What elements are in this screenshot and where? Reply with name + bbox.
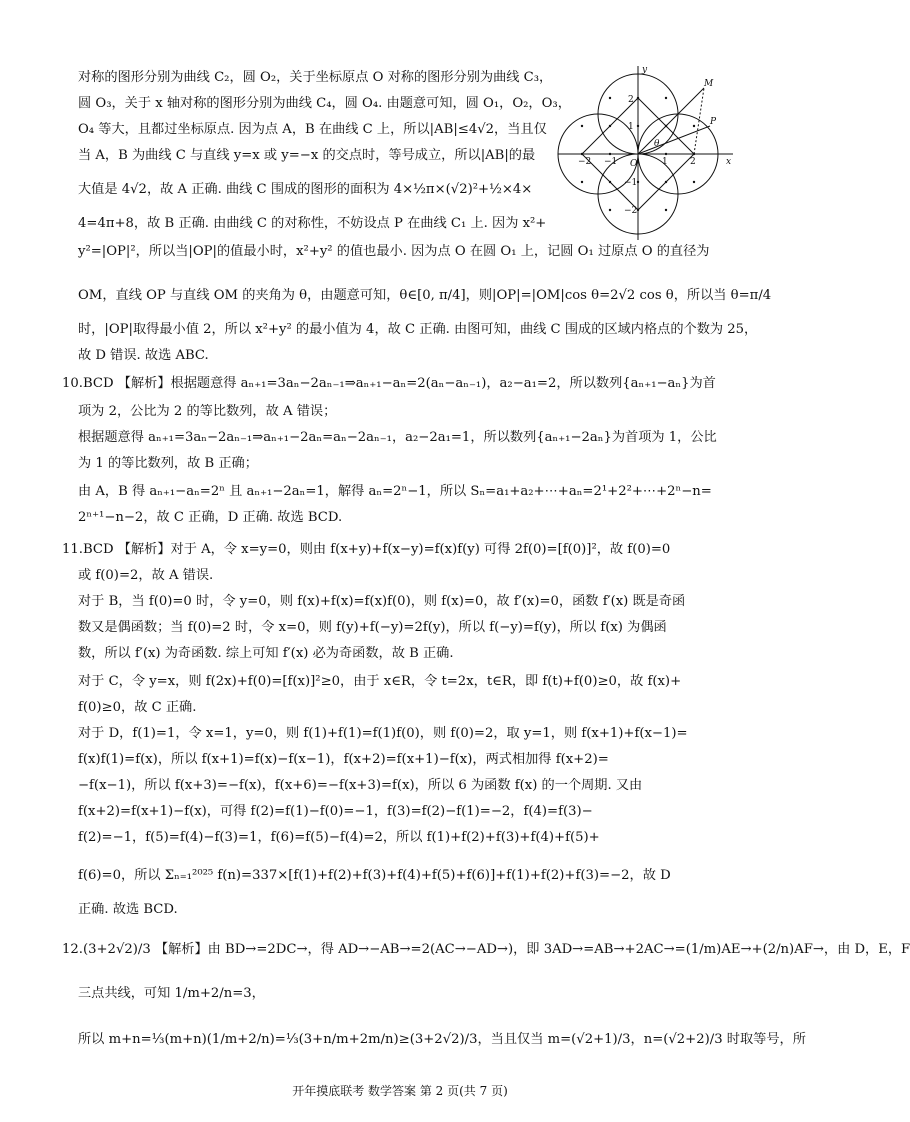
axis-x-label: x	[726, 157, 732, 167]
tick-x: −2	[578, 157, 592, 167]
text-line: 故 D 错误. 故选 ABC.	[78, 348, 209, 363]
q11-line: 数，所以 f′(x) 为奇函数. 综上可知 f′(x) 必为奇函数，故 B 正确.	[78, 646, 454, 661]
text-line: 大值是 4√2，故 A 正确. 曲线 C 围成的图形的面积为 4×½π×(√2)²+½×4×	[78, 182, 533, 197]
text-line: OM，直线 OP 与直线 OM 的夹角为 θ，由题意可知，θ∈[0, π/4]，则|OP|=|OM|cos θ=2√2 cos θ，所以当 θ=π/4	[78, 288, 772, 303]
q11-line: 正确. 故选 BCD.	[78, 902, 178, 917]
line-mp	[694, 88, 704, 154]
q12-line: 三点共线，可知 1/m+2/n=3，	[78, 986, 265, 1001]
q11-line: 对于 C，令 y=x，则 f(2x)+f(0)=[f(x)]²≥0，由于 x∈R，令 t=2x，t∈R，即 f(t)+f(0)≥0，故 f(x)+	[78, 674, 682, 689]
tick-x: −1	[604, 157, 618, 167]
text-line: 时，|OP|取得最小值 2，所以 x²+y² 的最小值为 4，故 C 正确. 由图可知，曲线 C 围成的区域内格点的个数为 25，	[78, 322, 758, 337]
tick-y: 2	[628, 95, 634, 105]
text-line: O₄ 等大，且都过坐标原点. 因为点 A，B 在曲线 C 上，所以|AB|≤4√2，当且仅	[78, 122, 547, 137]
q11-line: 对于 B，当 f(0)=0 时，令 y=0，则 f(x)+f(x)=f(x)f(0)，则 f(x)=0，故 f′(x)=0，函数 f′(x) 既是奇函	[78, 594, 686, 609]
tick-x: 2	[690, 157, 696, 167]
q11-line: 或 f(0)=2，故 A 错误.	[78, 568, 214, 583]
point-m-label: M	[704, 79, 714, 89]
line-op	[638, 126, 710, 154]
coordinate-figure	[558, 62, 738, 242]
origin-label: O	[630, 159, 638, 169]
q10-line: 10.BCD 【解析】根据题意得 aₙ₊₁=3aₙ−2aₙ₋₁⇒aₙ₊₁−aₙ=2(aₙ−aₙ₋₁)，a₂−a₁=2，所以数列{aₙ₊₁−aₙ}为首	[62, 376, 716, 391]
tick-x: 1	[662, 157, 668, 167]
q11-line: f(x+2)=f(x+1)−f(x)，可得 f(2)=f(1)−f(0)=−1，f(3)=f(2)−f(1)=−2，f(4)=f(3)−	[78, 804, 593, 819]
q12-line: 所以 m+n=⅓(m+n)(1/m+2/n)=⅓(3+n/m+2m/n)≥(3+2√2)/3，当且仅当 m=(√2+1)/3，n=(√2+2)/3 时取等号，所	[78, 1032, 806, 1047]
theta-label: θ	[654, 139, 660, 149]
page-footer: 开年摸底联考 数学答案 第 2 页(共 7 页)	[292, 1084, 508, 1098]
q10-line: 为 1 的等比数列，故 B 正确；	[78, 456, 258, 471]
point-p-label: P	[710, 117, 717, 127]
q11-line: f(6)=0，所以 Σₙ₌₁²⁰²⁵ f(n)=337×[f(1)+f(2)+f(3)+f(4)+f(5)+f(6)]+f(1)+f(2)+f(3)=−2，故 D	[78, 868, 671, 883]
q11-line: 11.BCD 【解析】对于 A，令 x=y=0，则由 f(x+y)+f(x−y)=f(x)f(y) 可得 2f(0)=[f(0)]²，故 f(0)=0	[62, 542, 671, 557]
q10-line: 2ⁿ⁺¹−n−2，故 C 正确，D 正确. 故选 BCD.	[78, 510, 343, 525]
q11-line: f(0)≥0，故 C 正确.	[78, 700, 197, 715]
text-line: 圆 O₃，关于 x 轴对称的图形分别为曲线 C₄，圆 O₄. 由题意可知，圆 O₁，O₂，O₃，	[78, 96, 571, 111]
text-line: y²=|OP|²，所以当|OP|的值最小时，x²+y² 的值也最小. 因为点 O 在圆 O₁ 上，记圆 O₁ 过原点 O 的直径为	[78, 244, 710, 259]
text-line: 4=4π+8，故 B 正确. 由曲线 C 的对称性，不妨设点 P 在曲线 C₁ 上. 因为 x²+	[78, 216, 547, 231]
tick-y: −1	[624, 178, 638, 188]
q11-line: 对于 D，f(1)=1，令 x=1，y=0，则 f(1)+f(1)=f(1)f(0)，则 f(0)=2，取 y=1，则 f(x+1)+f(x−1)=	[78, 726, 688, 741]
q10-line: 由 A，B 得 aₙ₊₁−aₙ=2ⁿ 且 aₙ₊₁−2aₙ=1，解得 aₙ=2ⁿ−1，所以 Sₙ=a₁+a₂+⋯+aₙ=2¹+2²+⋯+2ⁿ−n=	[78, 484, 712, 499]
q11-line: f(2)=−1，f(5)=f(4)−f(3)=1，f(6)=f(5)−f(4)=2，所以 f(1)+f(2)+f(3)+f(4)+f(5)+	[78, 830, 600, 845]
line-om	[638, 88, 704, 154]
q11-line: −f(x−1)，所以 f(x+3)=−f(x)，f(x+6)=−f(x+3)=f(x)，所以 6 为函数 f(x) 的一个周期. 又由	[78, 778, 643, 793]
q12-line: 12.(3+2√2)/3 【解析】由 BD→=2DC→，得 AD→−AB→=2(AC→−AD→)，即 3AD→=AB→+2AC→=(1/m)AE→+(2/n)AF→，由 D，E，F	[62, 942, 910, 957]
axis-y-label: y	[642, 65, 648, 75]
q11-line: 数又是偶函数；当 f(0)=2 时，令 x=0，则 f(y)+f(−y)=2f(y)，所以 f(−y)=f(y)，所以 f(x) 为偶函	[78, 620, 667, 635]
text-line: 当 A，B 为曲线 C 与直线 y=x 或 y=−x 的交点时，等号成立，所以|AB|的最	[78, 148, 536, 163]
q11-line: f(x)f(1)=f(x)，所以 f(x+1)=f(x)−f(x−1)，f(x+2)=f(x+1)−f(x)，两式相加得 f(x+2)=	[78, 752, 609, 767]
tick-y: 1	[628, 122, 634, 132]
q10-line: 根据题意得 aₙ₊₁=3aₙ−2aₙ₋₁⇒aₙ₊₁−2aₙ=aₙ−2aₙ₋₁，a₂−2a₁=1，所以数列{aₙ₊₁−2aₙ}为首项为 1，公比	[78, 430, 717, 445]
text-line: 对称的图形分别为曲线 C₂，圆 O₂，关于坐标原点 O 对称的图形分别为曲线 C₃，	[78, 70, 553, 85]
tick-y: −2	[624, 206, 638, 216]
q10-line: 项为 2，公比为 2 的等比数列，故 A 错误；	[78, 404, 337, 419]
